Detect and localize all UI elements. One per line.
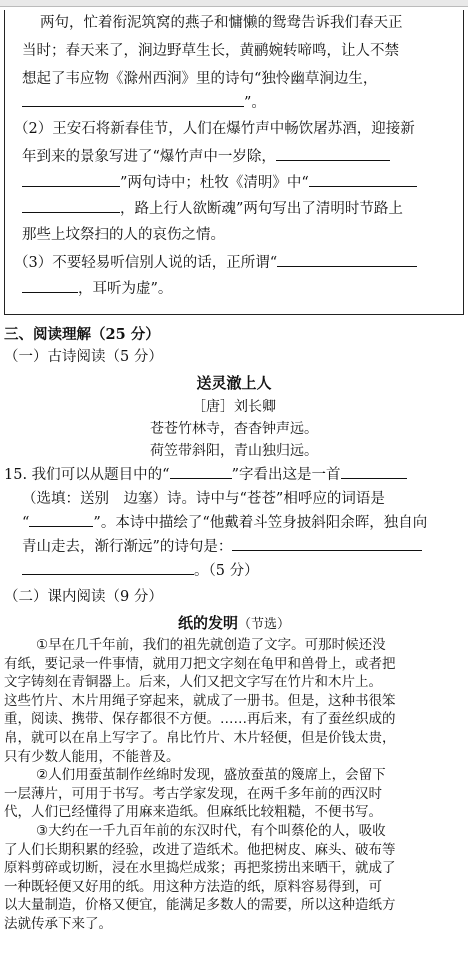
text-fragment: 青山走去，渐行渐远”的诗句是： bbox=[22, 539, 233, 555]
text-fragment: 15. 我们可以从题目中的“ bbox=[4, 467, 170, 483]
essay-title-text: 纸的发明 bbox=[177, 614, 238, 632]
text-fragment: ”两句诗中；杜牧《清明》中“ bbox=[120, 175, 309, 191]
text-line: 想起了韦应物《滁州西涧》里的诗句“独怜幽草涧边生， bbox=[22, 71, 378, 87]
text-line bbox=[22, 278, 172, 300]
text-line bbox=[22, 172, 417, 194]
text-fragment: 年到来的景象写进了“爆竹声中一岁除， bbox=[22, 149, 276, 165]
text-fragment: “ bbox=[22, 515, 30, 531]
subsection-heading: （一）古诗阅读（5 分） bbox=[4, 349, 163, 365]
answer-blank[interactable] bbox=[309, 172, 417, 187]
text-line bbox=[14, 252, 417, 274]
essay-title bbox=[0, 612, 468, 636]
answer-blank[interactable] bbox=[277, 252, 417, 267]
text-fragment: （3）不要轻易听信别人说的话，正所谓“ bbox=[14, 255, 278, 271]
text-fragment: ，路上行人欲断魂”两句写出了清明时节路上 bbox=[120, 201, 403, 217]
essay-line: 了人们长期积累的经验，改进了造纸术。他把树皮、麻头、破布等 bbox=[4, 841, 396, 858]
answer-blank[interactable] bbox=[22, 92, 244, 107]
answer-line-row bbox=[22, 92, 266, 114]
answer-blank[interactable] bbox=[341, 464, 407, 479]
essay-line: 重，阅读、携带、保存都很不方便。……再后来，有了蚕丝织成的 bbox=[4, 711, 396, 728]
poem-title: 送灵澈上人 bbox=[196, 374, 272, 392]
essay-line: 帛，就可以在帛上写字了。帛比竹片、木片轻便，但是价钱太贵， bbox=[4, 730, 396, 746]
text-fragment: ”字看出这是一首 bbox=[231, 467, 341, 483]
answer-blank[interactable] bbox=[22, 198, 120, 213]
answer-blank[interactable] bbox=[29, 512, 93, 527]
essay-line: 一层薄片，可用于书写。考古学家发现，在两千多年前的西汉时 bbox=[4, 785, 382, 802]
poem-line: 荷笠带斜阳，青山独归远。 bbox=[150, 443, 318, 459]
essay-line: 文字铸刻在青铜器上。后来，人们又把文字写在竹片和木片上。 bbox=[4, 674, 382, 691]
section-heading: 三、阅读理解（25 分） bbox=[4, 326, 160, 343]
question-15-line bbox=[4, 464, 407, 486]
text-line: 两句，忙着衔泥筑窝的燕子和慵懒的鸳鸯告诉我们春天正 bbox=[40, 15, 403, 31]
text-line: 那些上坟祭扫的人的哀伤之情。 bbox=[22, 227, 225, 243]
essay-line: 一种既轻便又好用的纸。用这种方法造的纸，原料容易得到，可 bbox=[4, 878, 382, 895]
text-line: （2）王安石将新春佳节，人们在爆竹声中畅饮屠苏酒，迎接新 bbox=[14, 121, 415, 137]
poem-author: ［唐］刘长卿 bbox=[192, 399, 276, 415]
answer-blank[interactable] bbox=[22, 278, 78, 293]
essay-line: 法就传承下来了。 bbox=[4, 916, 112, 932]
essay-line: ③大约在一千九百年前的东汉时代，有个叫蔡伦的人，吸收 bbox=[36, 823, 386, 839]
text-line bbox=[22, 536, 422, 558]
text-fragment: 。（5 分） bbox=[194, 563, 259, 579]
answer-blank[interactable] bbox=[276, 146, 390, 161]
text-line: （选填：送别 边塞）诗。诗中与“苍苍”相呼应的词语是 bbox=[22, 491, 385, 507]
essay-line: ②人们用蚕茧制作丝绵时发现，盛放蚕茧的篾席上，会留下 bbox=[36, 767, 386, 784]
essay-title-note: （节选） bbox=[238, 617, 291, 632]
essay-line: ①早在几千年前，我们的祖先就创造了文字。可那时候还没 bbox=[36, 637, 386, 653]
poem-line: 苍苍竹林寺，杳杳钟声远。 bbox=[150, 421, 318, 437]
essay-line: 原料剪碎或切断，浸在水里捣烂成浆；再把浆捞出来晒干，就成了 bbox=[4, 860, 396, 877]
answer-blank[interactable] bbox=[22, 560, 194, 575]
answer-blank[interactable] bbox=[170, 464, 232, 479]
text-line bbox=[22, 198, 403, 220]
text-fragment: ，耳听为虚”。 bbox=[78, 281, 173, 297]
answer-blank[interactable] bbox=[22, 172, 120, 187]
text-fragment: ”。本诗中描绘了“他戴着斗笠身披斜阳余晖，独自向 bbox=[93, 515, 428, 531]
essay-line: 有纸，要记录一件事情，就用刀把文字刻在龟甲和兽骨上，或者把 bbox=[4, 655, 396, 672]
essay-line: 代，人们已经懂得了用麻来造纸。但麻纸比较粗糙，不便书写。 bbox=[4, 804, 382, 821]
answer-blank[interactable] bbox=[232, 536, 422, 551]
essay-line: 只有少数人能用，不能普及。 bbox=[4, 748, 180, 765]
text-line: 当时；春天来了，涧边野草生长，黄鹂婉转啼鸣，让人不禁 bbox=[22, 43, 399, 59]
text-line bbox=[22, 512, 427, 534]
text-line bbox=[22, 146, 390, 168]
essay-line: 这些竹片、木片用绳子穿起来，就成了一册书。但是，这种书很笨 bbox=[4, 692, 396, 709]
essay-line: 以大量制造，价格又便宜，能满足多数人的需要，所以这种造纸方 bbox=[4, 897, 396, 914]
subsection-heading: （二）课内阅读（9 分） bbox=[4, 589, 163, 605]
cropped-header-strip bbox=[0, 0, 468, 7]
text-line bbox=[22, 560, 259, 582]
text-fragment: ”。 bbox=[244, 95, 266, 111]
